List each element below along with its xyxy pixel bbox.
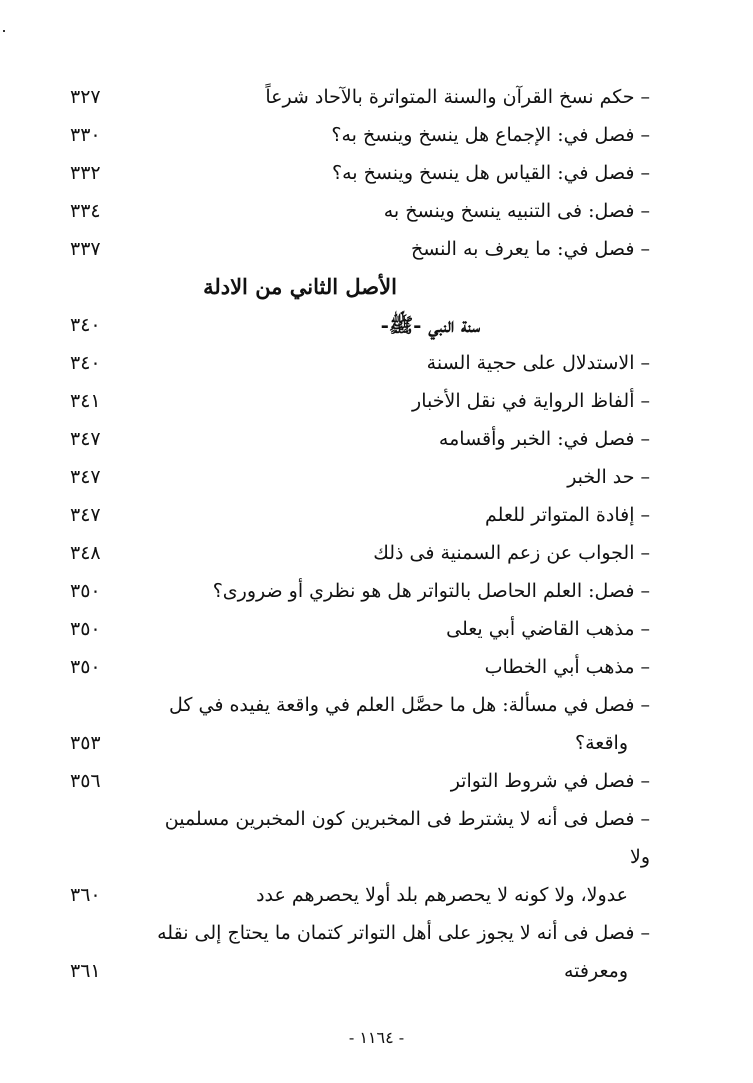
toc-entry: –مذهب القاضي أبي يعلى ٣٥٠: [70, 610, 650, 648]
subsection-title: سنة النبي -ﷺ-: [380, 313, 480, 337]
entry-page: ٣٤١: [70, 390, 101, 412]
toc-entry: –فصل فى أنه لا يجوز على أهل التواتر كتمان ما يحتاج إلى نقله ومعرفته ٣٦١: [70, 914, 650, 990]
toc-entry: –فصل في شروط التواتر ٣٥٦: [70, 762, 650, 800]
entry-page: ٣٤٨: [70, 542, 101, 564]
toc-entry: –فصل فى أنه لا يشترط فى المخبرين كون المخبرين مسلمين ولا عدولا، ولا كونه لا يحصرهم بلد أولا يحصرهم عدد ٣٦٠: [70, 800, 650, 914]
entry-title-line2: واقعة؟: [575, 732, 628, 754]
entry-page: ٣٣٢: [70, 162, 101, 184]
entry-title: فصل: العلم الحاصل بالتواتر هل هو نظري أو ضرورى؟: [212, 580, 635, 602]
entry-title: فصل في: الإجماع هل ينسخ وينسخ به؟: [331, 124, 635, 146]
entry-title-line1: فصل في مسألة: هل ما حصَّل العلم في واقعة يفيده في كل: [169, 694, 635, 716]
entry-page: ٣٥٠: [70, 580, 101, 602]
entry-title: حكم نسخ القرآن والسنة المتواترة بالآحاد شرعاً: [265, 86, 635, 108]
entry-title: فصل: فى التنبيه ينسخ وينسخ به: [383, 200, 635, 222]
entry-title: ألفاظ الرواية في نقل الأخبار: [412, 390, 635, 412]
entry-title: فصل في: القياس هل ينسخ وينسخ به؟: [331, 162, 635, 184]
toc-entry: –فصل: العلم الحاصل بالتواتر هل هو نظري أو ضرورى؟ ٣٥٠: [70, 572, 650, 610]
entry-page: ٣٥٠: [70, 618, 101, 640]
toc-entry: –إفادة المتواتر للعلم ٣٤٧: [70, 496, 650, 534]
toc-entry: –فصل في: الإجماع هل ينسخ وينسخ به؟ ٣٣٠: [70, 116, 650, 154]
table-of-contents: [70, 78, 650, 990]
entry-title: مذهب القاضي أبي يعلى: [446, 618, 635, 640]
toc-entry: –فصل في: الخبر وأقسامه ٣٤٧: [70, 420, 650, 458]
toc-entry: –ألفاظ الرواية في نقل الأخبار ٣٤١: [70, 382, 650, 420]
entry-page: ٣٥٠: [70, 656, 101, 678]
entry-page: ٣٥٦: [70, 770, 101, 792]
entry-page: ٣٦١: [70, 960, 101, 982]
entry-title-line1: فصل فى أنه لا يشترط فى المخبرين كون المخبرين مسلمين ولا: [164, 808, 650, 868]
toc-entry: –حد الخبر ٣٤٧: [70, 458, 650, 496]
entry-title: حد الخبر: [567, 466, 635, 488]
toc-entry: –فصل في: القياس هل ينسخ وينسخ به؟ ٣٣٢: [70, 154, 650, 192]
toc-entry: –فصل في: ما يعرف به النسخ ٣٣٧: [70, 230, 650, 268]
entry-page: ٣٣٠: [70, 124, 101, 146]
entry-page: ٣٢٧: [70, 86, 101, 108]
entry-page: ٣٤٠: [70, 314, 101, 336]
entry-title-line2: عدولا، ولا كونه لا يحصرهم بلد أولا يحصرهم عدد: [256, 884, 628, 906]
entry-title: فصل في: الخبر وأقسامه: [438, 428, 635, 450]
toc-entry: –الجواب عن زعم السمنية فى ذلك ٣٤٨: [70, 534, 650, 572]
entry-title-line2: ومعرفته: [563, 960, 628, 982]
toc-entry: –حكم نسخ القرآن والسنة المتواترة بالآحاد شرعاً ٣٢٧: [70, 78, 650, 116]
toc-entry: –الاستدلال على حجية السنة ٣٤٠: [70, 344, 650, 382]
entry-title: فصل في: ما يعرف به النسخ: [410, 238, 635, 260]
entry-title: إفادة المتواتر للعلم: [485, 504, 635, 526]
entry-page: ٣٤٧: [70, 466, 101, 488]
entry-page: ٣٥٣: [70, 732, 101, 754]
entry-page: ٣٦٠: [70, 884, 101, 906]
toc-entry: –فصل: فى التنبيه ينسخ وينسخ به ٣٣٤: [70, 192, 650, 230]
entry-title: فصل في شروط التواتر: [450, 770, 635, 792]
entry-page: ٣٤٧: [70, 504, 101, 526]
subsection-heading: [70, 306, 650, 344]
entry-title-line1: فصل فى أنه لا يجوز على أهل التواتر كتمان ما يحتاج إلى نقله: [157, 922, 635, 944]
entry-page: ٣٣٤: [70, 200, 101, 222]
entry-page: ٣٤٧: [70, 428, 101, 450]
toc-entry: –مذهب أبي الخطاب ٣٥٠: [70, 648, 650, 686]
entry-page: ٣٤٠: [70, 352, 101, 374]
entry-title: الاستدلال على حجية السنة: [426, 352, 635, 374]
scan-mark: [3, 30, 5, 32]
toc-entry: –فصل في مسألة: هل ما حصَّل العلم في واقعة يفيده في كل واقعة؟ ٣٥٣: [70, 686, 650, 762]
page-number: - ١١٦٤ -: [348, 1028, 405, 1047]
entry-title: الجواب عن زعم السمنية فى ذلك: [373, 542, 635, 564]
entry-title: مذهب أبي الخطاب: [484, 656, 635, 678]
section-heading: الأصل الثاني من الادلة: [203, 274, 397, 299]
entry-page: ٣٣٧: [70, 238, 101, 260]
